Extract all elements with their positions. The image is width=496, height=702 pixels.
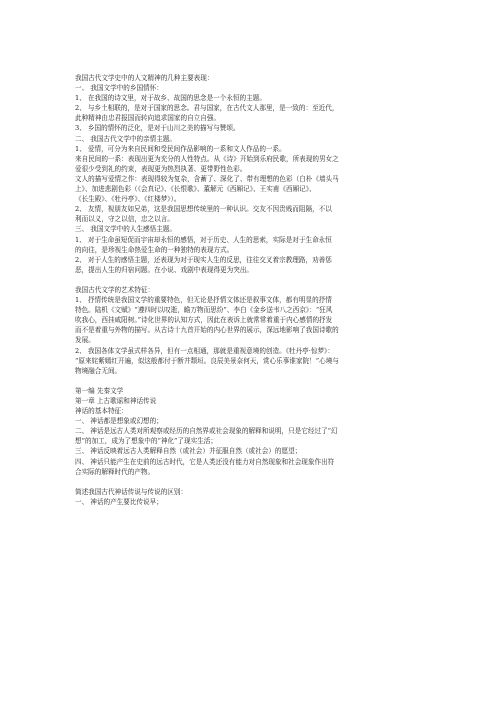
section-heading: 简述我国古代神话传说与传说的区别： <box>75 487 188 496</box>
text-line: 一、 我国文学中的乡国情怀： <box>75 84 163 93</box>
paragraph-gap <box>75 275 427 285</box>
text-line: 上》、加进悲剧色彩（《会真记》、《长恨歌》、董解元《西厢记》、王实甫《西厢记》、 <box>75 185 316 194</box>
text-line: 《长生殿》、《牡丹亭》、《红楼梦》）。 <box>75 195 181 204</box>
text-line: 特色。陆机《文赋》“遵四时以叹逝，瞻万物而思纷”、李白《金乡送韦八之西京》：“狂风 <box>75 306 333 315</box>
text-line: 利而以义，守之以信，忠之以言。 <box>75 215 174 224</box>
text-line: 二、 神话是远古人类对所观察或经历的自然界或社会现象的解释和说明，只是它经过了“幻 <box>75 427 338 436</box>
text-line: 吹我心，西挂咸阳树。”诗化世界的认知方式，因此在表诉上就常常着重于内心感情的抒发 <box>75 316 333 325</box>
section-heading: 神话的基本特征： <box>75 407 128 416</box>
text-line: 一、 神话的产生要比传说早； <box>75 497 163 506</box>
text-line: 的向往，是珍视生命热爱生命的一种独特的表现方式。 <box>75 245 234 254</box>
text-line: 3、 乡国的情怀的泛化，是对于山川之美的描写与赞颂。 <box>75 124 240 133</box>
text-line: 四、 神话只能产生在史前的远古时代，它是人类还没有能力对自然现象和社会现象作出符 <box>75 457 335 466</box>
text-line: 1、 对于生命虽短促而宇宙却永恒的感悟，对于历史、人生的思索，实际是对于生命永恒 <box>75 235 332 244</box>
section-artistic-features <box>75 285 427 376</box>
section-humanistic-spirit <box>75 73 427 275</box>
text-line: 1、 在我国的诗文里，对于故乡、故国的思念是一个永恒的主题。 <box>75 94 266 103</box>
text-line: 想”的加工，成为了想象中的“神化”了现实生活； <box>75 437 217 446</box>
section-pre-qin-literature <box>75 386 427 477</box>
text-line: “原来姹紫嫣红开遍，似这般都付于断井颓垣。良辰美景奈何天，赏心乐事谁家院！”心境与 <box>75 356 339 365</box>
paragraph-gap <box>75 376 427 386</box>
paragraph-gap <box>75 477 427 487</box>
text-line: 而不是着重与外物的描写。从古诗十九首开始的内心世界的展示，深远地影响了我国诗歌的 <box>75 326 339 335</box>
text-line: 2、 友情，视朋友如兄弟，这是我国思想传统里的一种认识。交友不因贵贱而阻隔，不以 <box>75 205 332 214</box>
document-page <box>75 73 427 507</box>
text-line: 2、 与乡土相联的，是对于国家的思念。君与国家，在古代文人那里，是一致的：至近代， <box>75 104 339 113</box>
text-line: 合实际的解释时代的产物。 <box>75 467 155 476</box>
text-line: 来自民间的一系：表现出更为充分的人性特点。从《诗》开始到乐府民歌，所表现的男女之 <box>75 154 339 163</box>
text-line: 1、 爱情，可分为来自民间和受民间作品影响的一系和文人作品的一系。 <box>75 144 286 153</box>
text-line: 恶，提出人生的归宿问题。在小说、戏剧中表现得更为突出。 <box>75 265 254 274</box>
text-line: 2、 对于人生的感悟主题，还表现为对于现实人生的反思，往往交叉着宗教理路，劝善惩 <box>75 255 332 264</box>
text-line: 发展。 <box>75 336 95 345</box>
section-myth-vs-legend <box>75 487 427 507</box>
text-line: 物境融合无间。 <box>75 366 122 375</box>
text-line: 三、 我国文学中的人生感悟主题。 <box>75 225 177 234</box>
text-line: 1、 抒情传统是我国文学的重要特色，但无论是抒情文体还是叙事文体，都有明显的抒情 <box>75 296 332 305</box>
text-line: 三、 神话反映着远古人类解释自然（或社会）并征服自然（或社会）的愿望； <box>75 447 302 456</box>
part-title: 第一编 先秦文学 <box>75 386 124 395</box>
text-line: 一、 神话都是想象或幻想的； <box>75 417 163 426</box>
text-line: 2、 我国各体文学虽式样各异，但有一点相通，那就是重视意境的创造。《牡丹亭·惊梦》： <box>75 346 334 355</box>
text-line: 文人的描写爱情之作：表现得较为复杂，含蓄了、深化了、带有理想的色彩（白朴《墙头马 <box>75 174 339 183</box>
section-heading: 我国古代文学的艺术特征： <box>75 285 155 294</box>
section-heading: 我国古代文学史中的人文精神的几种主要表现： <box>75 74 214 82</box>
chapter-title: 第一章 上古歌谣和神话传说 <box>75 397 157 405</box>
text-line: 爱很少受到礼的约束，表现更为热烈执著、更带野性色彩。 <box>75 164 247 173</box>
text-line: 二、 我国古代文学中的亲情主题。 <box>75 134 177 143</box>
text-line: 此种精神由忠君报国而转向追求国家的自立自强。 <box>75 114 221 123</box>
